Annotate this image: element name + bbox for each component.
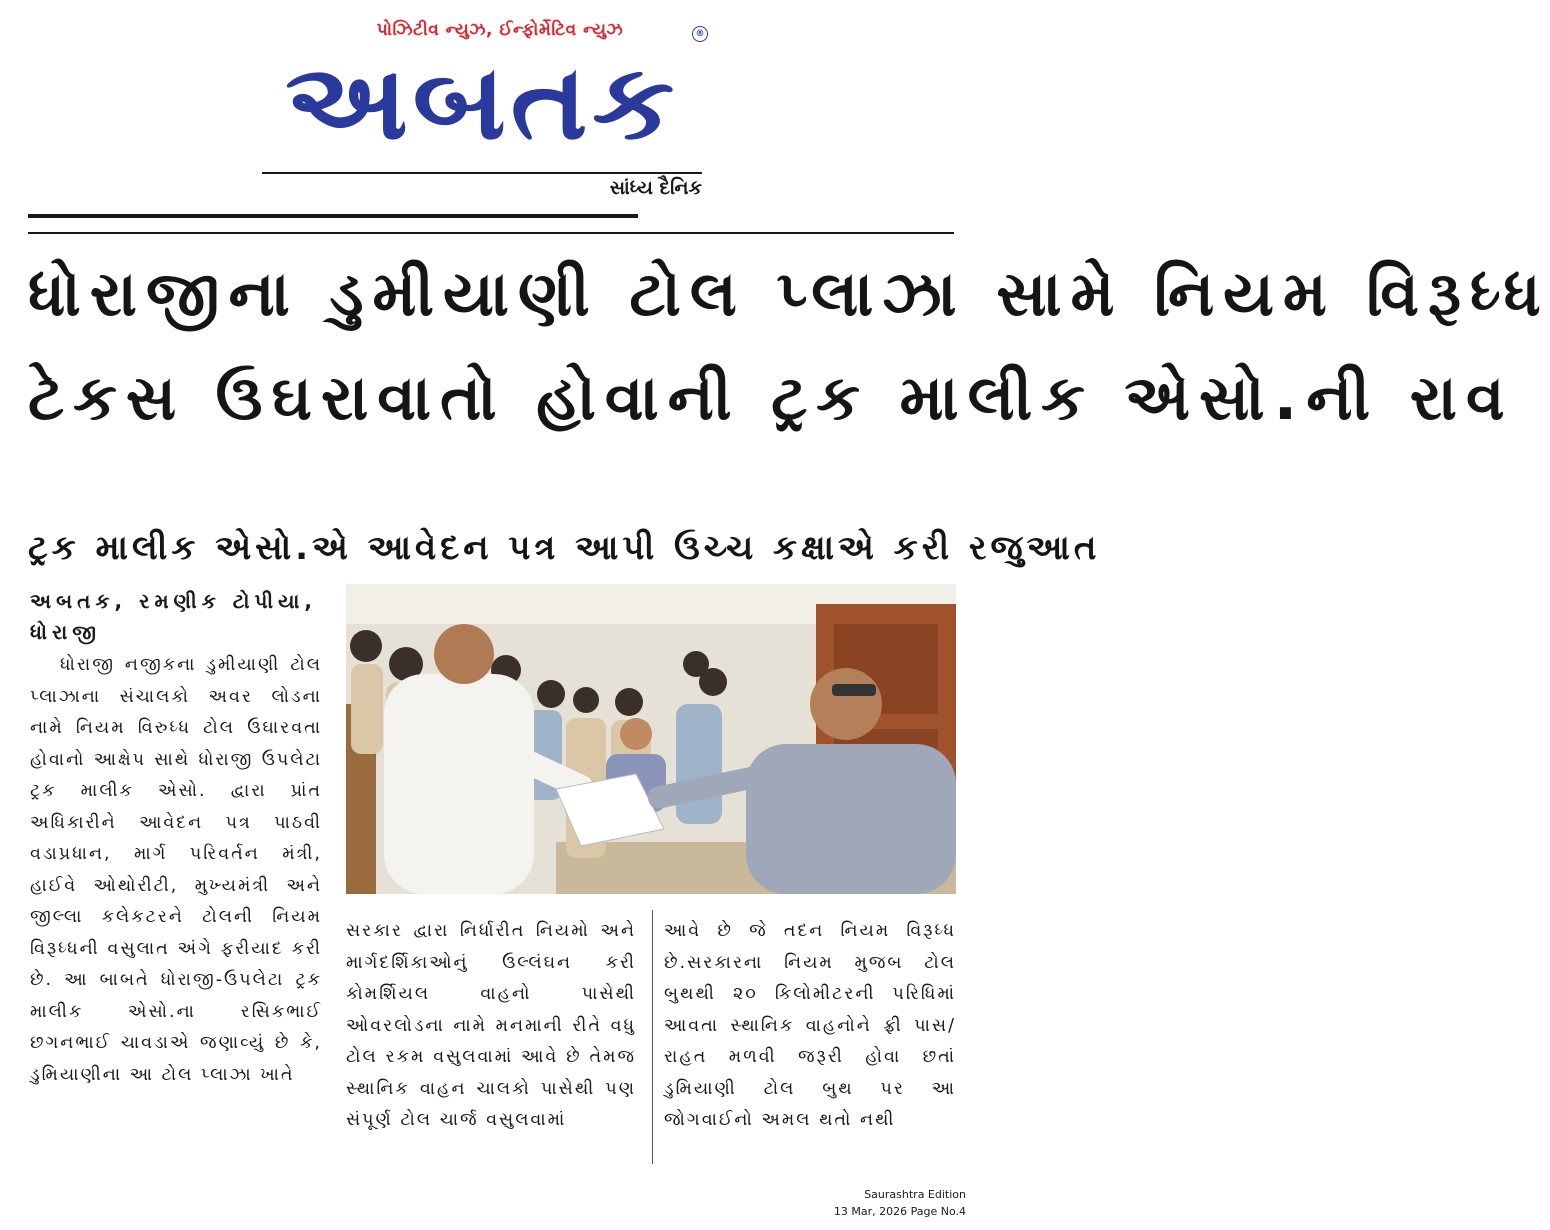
byline: અબતક, રમણીક ટોપીયા, ધોરાજી xyxy=(30,589,318,644)
newspaper-logo: અબતક xyxy=(285,41,679,163)
edition-type: સાંધ્ય દૈનિક xyxy=(609,177,702,199)
headline-line-2: ટેકસ ઉઘરાવાતો હોવાની ટ્રક માલીક એસો.ની રાવ xyxy=(28,361,1514,434)
date-page-label: 13 Mar, 2026 Page No.4 xyxy=(833,1205,966,1218)
headline xyxy=(28,242,1550,450)
headline-line-1: ધોરાજીના ડુમીયાણી ટોલ પ્લાઝા સામે નિયમ વિરૂધ્ધ xyxy=(28,257,1550,330)
masthead-rule xyxy=(262,172,702,174)
article-column-3: આવે છે જે તદન નિયમ વિરૂધ્ધ છે.સરકારના નિયમ મુજબ ટોલ બુથથી ૨૦ કિલોમીટરની પરિધિમાં આવતા સ્થાનિક વાહનોને ફ્રી પાસ/રાહત મળવી જરૂરી હોવા છતાં ડુમિયાણી ટોલ બુથ પર આ જોગવાઈનો અમલ થતો નથી xyxy=(664,921,956,1130)
subheadline: ટ્રક માલીક એસો.એ આવેદન પત્ર આપી ઉચ્ચ કક્ષાએ કરી રજુઆત xyxy=(28,528,1101,568)
edition-label: Saurashtra Edition xyxy=(864,1188,966,1201)
page-top-rule xyxy=(28,214,638,218)
article-column-1: ધોરાજી નજીકના ડુમીયાણી ટોલ પ્લાઝાના સંચાલકો અવર લોડના નામે નિયમ વિરુધ્ધ ટોલ ઉઘારવતા હોવાનો આક્ષેપ સાથે ધોરાજી ઉપલેટા ટ્રક માલીક એસો. દ્વારા પ્રાંત અધિકારીને આવેદન પત્ર પાઠવી વડાપ્રધાન, માર્ગ પરિવર્તન મંત્રી, હાઈવે ઓથોરીટી, મુખ્યમંત્રી અને જીલ્લા કલેકટરને ટોલની નિયમ વિરૂધ્ધની વસુલાત અંગે ફરીયાદ કરી છે. આ બાબતે ધોરાજી-ઉપલેટા ટ્રક માલીક એસો.ના રસિકભાઈ છગનભાઈ ચાવડાએ જણાવ્યું છે કે, ડુમિયાણીના આ ટોલ પ્લાઝા ખાતે xyxy=(30,655,322,1085)
masthead-tagline: પોઝિટીવ ન્યુઝ, ઈન્ફોર્મેટિવ ન્યુઝ xyxy=(376,20,624,40)
photo-illustration xyxy=(346,584,956,894)
column-divider xyxy=(652,910,653,1164)
headline-top-rule xyxy=(28,232,954,234)
registered-mark: ® xyxy=(692,26,708,42)
news-photo xyxy=(346,584,956,894)
article-column-2: સરકાર દ્વારા નિર્ધારીત નિયમો અને માર્ગદર્શિકાઓનું ઉલ્લંઘન કરી કોમર્શિયલ વાહનો પાસેથી ઓવરલોડના નામે મનમાની રીતે વધુ ટોલ રકમ વસુલવામાં આવે છે તેમજ સ્થાનિક વાહન ચાલકો પાસેથી પણ સંપૂર્ણ ટોલ ચાર્જ વસુલવામાં xyxy=(346,921,636,1130)
page-footer xyxy=(834,1186,966,1220)
